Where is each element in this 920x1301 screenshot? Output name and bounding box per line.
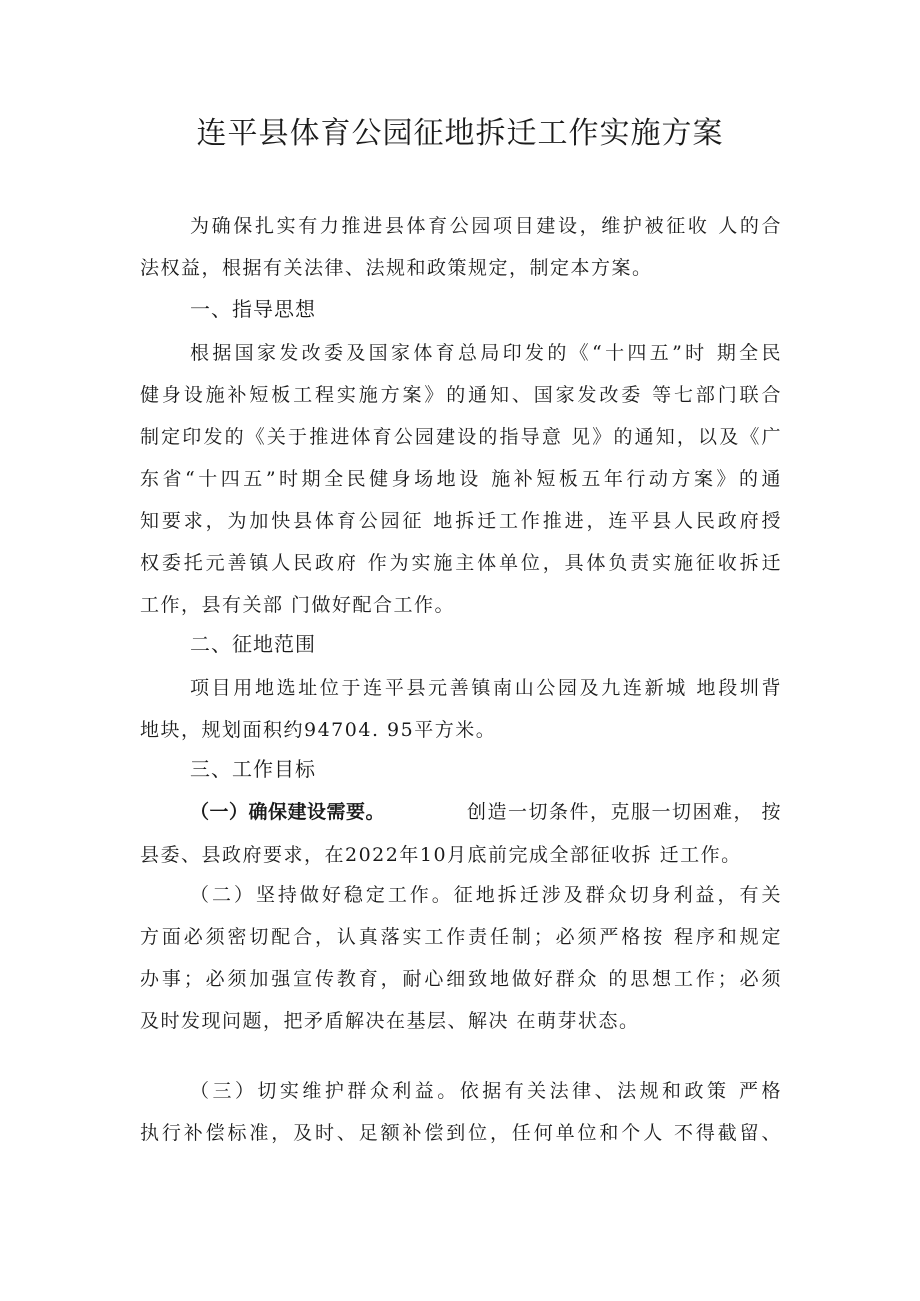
intro-line-2: 法权益，根据有关法律、法规和政策规定，制定本方案。 [140, 257, 653, 279]
goal-item-2-line-1: （二）坚持做好稳定工作。征地拆迁涉及群众切身利益，有关 [190, 884, 782, 906]
section1-line-5: 知要求，为加快县体育公园征 地拆迁工作推进，连平县人民政府授 [140, 510, 782, 532]
goal-item-2-line-3: 办事；必须加强宣传教育，耐心细致地做好群众 的思想工作；必须 [140, 968, 782, 990]
goal-item-3-line-2: 执行补偿标准，及时、足额补偿到位，任何单位和个人 不得截留、 [140, 1122, 782, 1144]
section1-line-6: 权委托元善镇人民政府 作为实施主体单位，具体负责实施征收拆迁 [140, 552, 782, 574]
goal-item-3-line-1: （三）切实维护群众利益。依据有关法律、法规和政策 严格 [190, 1080, 782, 1102]
section2-line-1: 项目用地选址位于连平县元善镇南山公园及九连新城 地段圳背 [190, 677, 782, 699]
section-heading-work-goals: 三、工作目标 [190, 757, 316, 781]
goal-item-2-line-2: 方面必须密切配合，认真落实工作责任制；必须严格按 程序和规定 [140, 926, 782, 948]
section1-line-3: 制定印发的《关于推进体育公园建设的指导意 见》的通知，以及《广 [140, 426, 782, 448]
goal-item-2-line-4: 及时发现问题，把矛盾解决在基层、解决 在萌芽状态。 [140, 1010, 640, 1032]
section-heading-land-scope: 二、征地范围 [190, 632, 316, 656]
section1-line-7: 工作，县有关部 门做好配合工作。 [140, 594, 456, 616]
section1-line-2: 健身设施补短板工程实施方案》的通知、国家发改委 等七部门联合 [140, 384, 782, 406]
section1-line-1: 根据国家发改委及国家体育总局印发的《“十四五”时 期全民 [190, 342, 782, 364]
section2-line-2: 地块，规划面积约94704. 95平方米。 [140, 719, 497, 741]
goal-item-1-lead: （一）确保建设需要。 [190, 801, 386, 823]
section-heading-guiding-thought: 一、指导思想 [190, 297, 316, 321]
goal-item-1-line-1 [190, 800, 782, 824]
goal-item-1-line-2: 县委、县政府要求，在2022年10月底前完成全部征收拆 迁工作。 [140, 844, 742, 866]
document-title: 连平县体育公园征地拆迁工作实施方案 [196, 116, 724, 151]
section1-line-4: 东省“十四五”时期全民健身场地设 施补短板五年行动方案》的通 [140, 468, 782, 490]
intro-line-1: 为确保扎实有力推进县体育公园项目建设，维护被征收 人的合 [190, 215, 782, 237]
goal-item-1-rest: 创造一切条件，克服一切困难， 按 [466, 801, 782, 823]
